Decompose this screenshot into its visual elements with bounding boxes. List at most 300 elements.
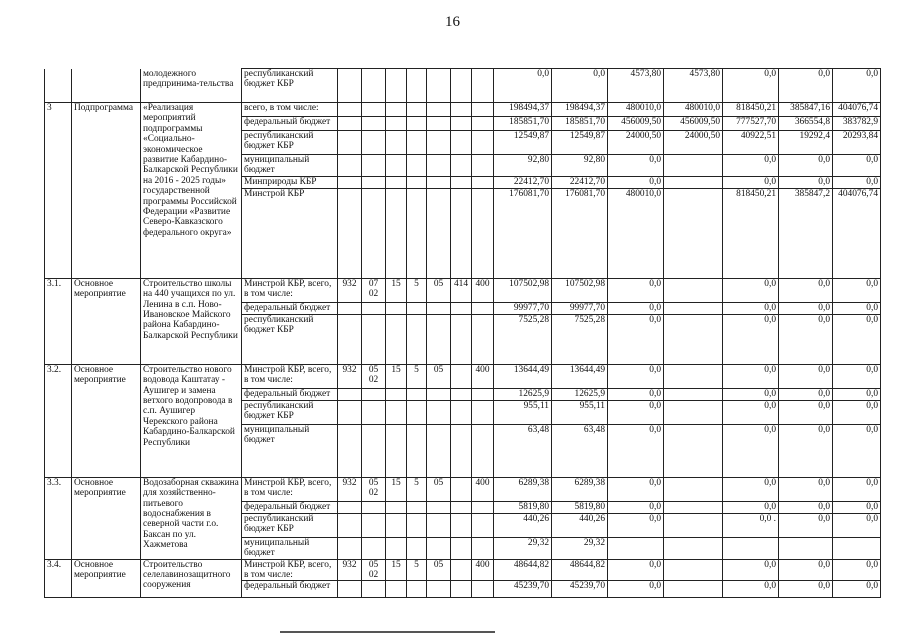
cell-grbs [338,117,362,131]
cell-y3: 0,0 [608,176,664,188]
cell-y5: 0,0 [723,278,779,302]
cell-y5: 0,0 [723,302,779,314]
cell-grbs [338,188,362,278]
cell-cs1 [386,117,407,131]
cell-vr [472,388,494,400]
cell-y7: 0,0 [833,581,881,598]
cell-grbs [338,400,362,424]
cell-y3 [608,537,664,559]
cell-cs3 [427,388,451,400]
cell-type: Основное мероприятие [72,364,141,477]
cell-y2: 176081,70 [552,188,608,278]
cell-cs2 [407,302,427,314]
cell-grbs [338,388,362,400]
cell-y2: 22412,70 [552,176,608,188]
cell-cs1 [386,302,407,314]
cell-y7: 0,0 [833,155,881,177]
cell-y3: 0,0 [608,513,664,537]
cell-type: Подпрограмма [72,103,141,279]
cell-y7: 383782,9 [833,117,881,131]
cell-vr [472,314,494,364]
cell-y7: 0,0 [833,513,881,537]
cell-cs1 [386,69,407,103]
cell-y4 [664,176,723,188]
cell-num: 3.2. [45,364,72,477]
cell-vr [472,117,494,131]
cell-cs1 [386,176,407,188]
cell-grbs: 932 [338,278,362,302]
cell-cs2 [407,314,427,364]
cell-y7: 0,0 [833,477,881,501]
cell-rzpr [362,314,386,364]
cell-y5: 0,0 [723,69,779,103]
cell-y6: 0,0 [779,314,833,364]
cell-rzpr [362,117,386,131]
cell-vr [472,155,494,177]
cell-cs1: 15 [386,477,407,501]
cell-title: Строительство селелавинозащитного сооружения [141,559,242,598]
cell-rzpr [362,581,386,598]
cell-cs2 [407,388,427,400]
cell-rzpr [362,424,386,477]
cell-cs2 [407,103,427,117]
cell-vr: 400 [472,364,494,388]
cell-grbs [338,176,362,188]
cell-cs3 [427,581,451,598]
cell-num [45,69,72,103]
cell-y1: 63,48 [494,424,552,477]
cell-y3: 0,0 [608,400,664,424]
cell-cs3 [427,501,451,513]
cell-grbs [338,537,362,559]
cell-cs2: 5 [407,477,427,501]
cell-y4 [664,501,723,513]
cell-cs4 [451,424,472,477]
cell-cs4: 414 [451,278,472,302]
cell-source: республиканский бюджет КБР [242,131,338,155]
cell-num: 3 [45,103,72,279]
cell-title: Строительство нового водовода Каштатау - Аушигер и замена ветхого водопровода в с.п. Аушигер Черекского района Кабардино-Балкарской Республики [141,364,242,477]
cell-rzpr [362,103,386,117]
cell-y3: 0,0 [608,364,664,388]
cell-cs3: 05 [427,278,451,302]
cell-source: республиканский бюджет КБР [242,400,338,424]
cell-vr [472,581,494,598]
cell-y4 [664,559,723,581]
cell-y1: 5819,80 [494,501,552,513]
cell-y2: 185851,70 [552,117,608,131]
cell-cs3 [427,424,451,477]
cell-cs2 [407,131,427,155]
cell-cs2 [407,69,427,103]
cell-source: Минприроды КБР [242,176,338,188]
cell-cs4 [451,176,472,188]
cell-y6: 385847,16 [779,103,833,117]
cell-cs4 [451,400,472,424]
cell-y7: 0,0 [833,69,881,103]
cell-y5: 0,0 [723,314,779,364]
cell-y5: 0,0 [723,424,779,477]
cell-y4: 4573,80 [664,69,723,103]
cell-cs4 [451,513,472,537]
cell-vr [472,188,494,278]
cell-y6: 0,0 [779,424,833,477]
cell-y5: 0,0 [723,501,779,513]
cell-y3: 0,0 [608,501,664,513]
cell-source: муниципальный бюджет [242,424,338,477]
cell-y4 [664,581,723,598]
cell-cs3 [427,131,451,155]
cell-rzpr [362,155,386,177]
cell-y2: 5819,80 [552,501,608,513]
cell-y6 [779,537,833,559]
cell-cs3: 05 [427,559,451,581]
cell-cs1 [386,424,407,477]
cell-grbs: 932 [338,364,362,388]
cell-y3: 480010,0 [608,103,664,117]
cell-y6: 0,0 [779,364,833,388]
cell-vr [472,176,494,188]
cell-rzpr [362,388,386,400]
cell-y7: 0,0 [833,501,881,513]
cell-source: Минстрой КБР, всего, в том числе: [242,278,338,302]
cell-cs2 [407,400,427,424]
cell-y5: 0,0 [723,581,779,598]
cell-source: Минстрой КБР [242,188,338,278]
table-row [45,477,881,501]
cell-y6: 0,0 [779,400,833,424]
cell-cs1 [386,188,407,278]
cell-y5: 0,0 [723,559,779,581]
cell-y5: 818450,21 [723,103,779,117]
cell-num: 3.3. [45,477,72,559]
cell-cs3 [427,155,451,177]
cell-rzpr [362,513,386,537]
cell-cs2 [407,581,427,598]
cell-y1: 185851,70 [494,117,552,131]
cell-vr [472,513,494,537]
cell-grbs [338,69,362,103]
cell-y2: 45239,70 [552,581,608,598]
cell-y4 [664,513,723,537]
cell-cs3 [427,513,451,537]
cell-y5: 0,0 [723,155,779,177]
table-row [45,278,881,302]
cell-y1: 12549,87 [494,131,552,155]
cell-cs4 [451,314,472,364]
cell-y3: 4573,80 [608,69,664,103]
cell-num: 3.4. [45,559,72,598]
cell-cs1 [386,537,407,559]
cell-title: молодежного предпринима-тельства [141,69,242,103]
cell-cs4 [451,364,472,388]
cell-cs2 [407,537,427,559]
cell-cs3 [427,188,451,278]
cell-y2: 107502,98 [552,278,608,302]
cell-cs2: 5 [407,364,427,388]
cell-y1: 955,11 [494,400,552,424]
cell-cs1 [386,155,407,177]
cell-cs4 [451,477,472,501]
cell-cs3 [427,400,451,424]
cell-rzpr [362,537,386,559]
cell-cs3 [427,537,451,559]
cell-cs1: 15 [386,364,407,388]
cell-grbs [338,103,362,117]
cell-y2: 99977,70 [552,302,608,314]
cell-y4 [664,155,723,177]
cell-y1: 29,32 [494,537,552,559]
cell-y5: 0,0 [723,477,779,501]
cell-num: 3.1. [45,278,72,364]
cell-type: Основное мероприятие [72,278,141,364]
cell-cs3: 05 [427,477,451,501]
cell-source: Минстрой КБР, всего, в том числе: [242,477,338,501]
cell-y6: 0,0 [779,501,833,513]
cell-cs3 [427,302,451,314]
cell-y3: 0,0 [608,424,664,477]
cell-rzpr: 07 02 [362,278,386,302]
budget-table [44,68,881,598]
cell-type [72,69,141,103]
table-row [45,364,881,388]
cell-vr [472,400,494,424]
cell-cs1 [386,103,407,117]
cell-vr [472,501,494,513]
cell-source: Минстрой КБР, всего, в том числе: [242,559,338,581]
cell-y5: 40922,51 [723,131,779,155]
cell-y6: 0,0 [779,278,833,302]
cell-rzpr [362,501,386,513]
cell-vr: 400 [472,477,494,501]
cell-cs2: 5 [407,278,427,302]
cell-y4: 24000,50 [664,131,723,155]
cell-y7 [833,537,881,559]
cell-y2: 7525,28 [552,314,608,364]
cell-cs4 [451,103,472,117]
cell-vr [472,103,494,117]
cell-y4 [664,302,723,314]
cell-y4 [664,278,723,302]
cell-y6: 0,0 [779,69,833,103]
cell-y2: 0,0 [552,69,608,103]
cell-rzpr: 05 02 [362,477,386,501]
cell-y1: 7525,28 [494,314,552,364]
cell-source: муниципальный бюджет [242,155,338,177]
cell-y2: 955,11 [552,400,608,424]
cell-cs3 [427,314,451,364]
cell-cs3 [427,103,451,117]
cell-source: федеральный бюджет [242,302,338,314]
cell-rzpr [362,69,386,103]
cell-vr [472,537,494,559]
table-row [45,69,881,103]
cell-y6: 0,0 [779,559,833,581]
cell-y2: 13644,49 [552,364,608,388]
cell-cs3: 05 [427,364,451,388]
cell-y2: 48644,82 [552,559,608,581]
cell-y6: 0,0 [779,477,833,501]
table-row [45,559,881,581]
cell-cs1 [386,513,407,537]
cell-y2: 6289,38 [552,477,608,501]
cell-y6: 0,0 [779,155,833,177]
cell-y4: 480010,0 [664,103,723,117]
page-number: 16 [445,14,460,30]
cell-y4 [664,477,723,501]
cell-cs2 [407,155,427,177]
cell-y2: 92,80 [552,155,608,177]
cell-y3: 0,0 [608,314,664,364]
cell-cs1 [386,314,407,364]
cell-y5 [723,537,779,559]
cell-y6: 0,0 [779,513,833,537]
cell-y5: 0,0 [723,400,779,424]
cell-y7: 404076,74 [833,188,881,278]
cell-y3: 0,0 [608,477,664,501]
cell-y6: 0,0 [779,581,833,598]
cell-vr [472,302,494,314]
cell-title: Водозаборная скважина для хозяйственно-питьевого водоснабжения в северной части г.о. Баксан по ул. Хажметова [141,477,242,559]
cell-cs1: 15 [386,559,407,581]
cell-y3: 456009,50 [608,117,664,131]
cell-cs4 [451,155,472,177]
cell-source: федеральный бюджет [242,388,338,400]
cell-y4 [664,424,723,477]
cell-grbs [338,302,362,314]
cell-y6: 0,0 [779,176,833,188]
cell-cs4 [451,501,472,513]
cell-y7: 0,0 [833,302,881,314]
cell-y6: 0,0 [779,388,833,400]
cell-cs1: 15 [386,278,407,302]
cell-cs2: 5 [407,559,427,581]
cell-grbs: 932 [338,559,362,581]
cell-y4 [664,364,723,388]
cell-y7: 0,0 [833,314,881,364]
cell-y5: 777527,70 [723,117,779,131]
cell-y5: 0,0 [723,176,779,188]
cell-cs4 [451,388,472,400]
cell-grbs [338,424,362,477]
cell-cs4 [451,581,472,598]
cell-grbs [338,131,362,155]
cell-source: федеральный бюджет [242,581,338,598]
cell-type: Основное мероприятие [72,477,141,559]
cell-y7: 20293,84 [833,131,881,155]
cell-y1: 13644,49 [494,364,552,388]
cell-type: Основное мероприятие [72,559,141,598]
cell-cs2 [407,424,427,477]
cell-cs1 [386,501,407,513]
cell-y3: 0,0 [608,559,664,581]
cell-source: республиканский бюджет КБР [242,314,338,364]
cell-source: федеральный бюджет [242,117,338,131]
footer-rule [280,631,495,633]
cell-cs4 [451,131,472,155]
cell-cs2 [407,117,427,131]
cell-grbs [338,501,362,513]
cell-y6: 366554,8 [779,117,833,131]
cell-source: Минстрой КБР, всего, в том числе: [242,364,338,388]
cell-cs1 [386,131,407,155]
cell-y7: 0,0 [833,176,881,188]
cell-cs4 [451,117,472,131]
cell-y2: 12549,87 [552,131,608,155]
cell-cs4 [451,302,472,314]
cell-y3: 0,0 [608,388,664,400]
cell-y1: 176081,70 [494,188,552,278]
cell-y2: 12625,9 [552,388,608,400]
cell-cs3 [427,176,451,188]
cell-y6: 0,0 [779,302,833,314]
cell-y7: 0,0 [833,400,881,424]
cell-y1: 45239,70 [494,581,552,598]
cell-y4 [664,314,723,364]
cell-y1: 440,26 [494,513,552,537]
cell-y6: 385847,2 [779,188,833,278]
cell-y4 [664,388,723,400]
cell-y2: 63,48 [552,424,608,477]
cell-cs2 [407,188,427,278]
cell-cs1 [386,581,407,598]
cell-source: республиканский бюджет КБР [242,69,338,103]
cell-cs2 [407,501,427,513]
cell-y4 [664,400,723,424]
cell-y3: 24000,50 [608,131,664,155]
cell-cs2 [407,513,427,537]
cell-y5: 0,0 . [723,513,779,537]
cell-cs4 [451,69,472,103]
cell-rzpr [362,131,386,155]
cell-y3: 480010,0 [608,188,664,278]
cell-source: федеральный бюджет [242,501,338,513]
cell-grbs [338,581,362,598]
cell-y3: 0,0 [608,155,664,177]
cell-y7: 404076,74 [833,103,881,117]
cell-title: Строительство школы на 440 учащихся по ул. Ленина в с.п. Ново-Ивановское Майского района Кабардино-Балкарской Республики [141,278,242,364]
cell-source: республиканский бюджет КБР [242,513,338,537]
cell-y3: 0,0 [608,581,664,598]
cell-vr [472,131,494,155]
cell-title: «Реализация мероприятий подпрограммы «Социально-экономическое развитие Кабардино-Балкарской Республики на 2016 - 2025 годы» государственной программы Российской Федерации «Развитие Северо-Кавказского федерального округа» [141,103,242,279]
cell-y7: 0,0 [833,559,881,581]
cell-vr [472,69,494,103]
cell-y3: 0,0 [608,278,664,302]
cell-grbs [338,314,362,364]
cell-y5: 818450,21 [723,188,779,278]
cell-y4 [664,188,723,278]
cell-grbs: 932 [338,477,362,501]
cell-y1: 48644,82 [494,559,552,581]
cell-cs3 [427,69,451,103]
cell-y3: 0,0 [608,302,664,314]
cell-y2: 440,26 [552,513,608,537]
table-body [45,69,881,598]
cell-y2: 198494,37 [552,103,608,117]
cell-cs2 [407,176,427,188]
cell-y1: 6289,38 [494,477,552,501]
cell-grbs [338,513,362,537]
cell-y2: 29,32 [552,537,608,559]
cell-rzpr [362,400,386,424]
cell-cs4 [451,537,472,559]
cell-cs1 [386,400,407,424]
table-row [45,103,881,117]
cell-rzpr: 05 02 [362,364,386,388]
cell-cs1 [386,388,407,400]
cell-y1: 198494,37 [494,103,552,117]
